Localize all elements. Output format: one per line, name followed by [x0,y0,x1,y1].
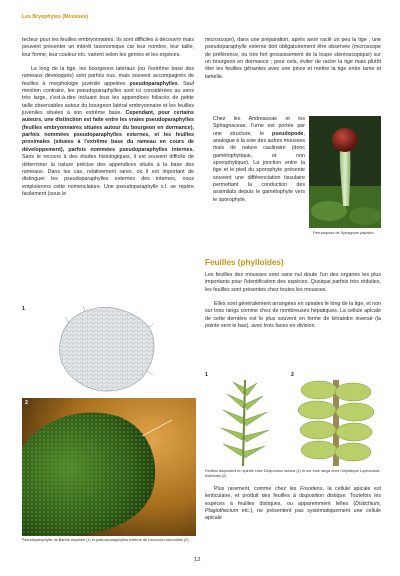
didymodon-photo [205,380,289,466]
leucodon-photo [22,398,196,536]
right-paragraph-4: Elles sont généralement arrangées en spirales le long de la tige, et non sur trois rangs comme chez de nombreuses hépatiques. La cellule apicale de cette dernière est le plus souvent en forme de tétraèdre inversé (la pointe vers le bas), avec trois faces en division. [205,301,381,330]
right-paragraph-2: Chez les Andreaceae et les Sphagnaceae, l'urne est portée par une structure, le pseudopode, analogue à la soie des autres mousses mais de nature caulinaire (donc gamétophytique, et non sporophytique). La jonction entre la tige et le pied du sporophyte présente souvent une différenciation tissulaire permettant la conduction des assimilats depuis le gamétophyte vers le sporophyte. [213,116,305,203]
figure-caption: Pseudoparaphylle de Barbie vaucheri (1) et pseudoparaphylles externe de Leucodon sciuroides (2). [22,538,190,542]
right-column-end [205,486,381,530]
figure-caption: Feuilles disposées en spirale chez Didymodon luridus (1) et sur trois rangs chez l'hépatique Lophocolea bidentata (2). [205,469,380,478]
figure-number: 2 [291,372,294,378]
pseudoparaphylle-illustration [55,305,159,393]
figure-number: 2 [25,400,28,406]
figure-caption: Pseudopode de Sphagnum palustre. [313,231,375,235]
sphagnum-pseudopode-photo [309,116,381,228]
right-paragraph-3: Les feuilles des mousses sont sans nul doute l'un des organes les plus importants pour l'identification des espèces. Quoique parfois très réduites, les feuilles sont présentes chez toutes les mousses. [205,272,381,293]
right-column-pseudopode [213,116,305,211]
figure-number: 1 [205,372,208,378]
figure-number: 1 [22,306,25,312]
section-heading: Feuilles (phylloïdes) [205,258,284,267]
running-header: Les Bryophytes (Mousses) [22,14,89,20]
page-number: 12 [194,557,201,563]
right-paragraph-1: microscope), dans une préparation, après avoir raclé un peu la tige ; une pseudoparaphylle externe doit obligatoirement être observée (microscope de préférence, ou très fort grossissement de la loupe stéréoscopique) sur un bourgeon en dormance ; pour cela, éviter de racler la tige mais plutôt ôter les feuilles gênantes avec une pince et mettre la tige entre lame et lamelle. [205,37,381,80]
left-column [22,37,194,205]
left-paragraph-2: Le long de la tige, les bourgeons latéraux (ou l'extrême base des rameaux développés) sont parfois nus, mais souvent accompagnés de feuilles à morphologie juvénile appelées pseudoparaphylles. Sauf mention contraire, les pseudoparaphylles sont ici considérées au sens très large, c'est-à-dire incluant tous les appendices foliacés de petite taille observables autour du bourgeon latéral embryonnaire et les feuilles juvéniles situées à son extrême base. Cependant, pour certains auteurs, une distinction est faite entre les vraies pseudoparaphylles (feuilles embryonnaires situées autour du bourgeon en dormance), parfois nommées pseudoparaphylles externes, et les feuilles proximales (situées à l'extrême base du rameau en cours de développement), parfois nommées pseudoparaphylles internes. Sans le recours à des études histologiques, il est souvent difficile de déterminer la nature précise des appendices situés à la base des rameaux. Dans les cas, relativement rares, où il est important de distinguer les pseudoparaphylles externes des internes, nous emploierons cette nomenclature. Une pseudoparaphylle s.l. se repère facilement (sous le [22,66,195,197]
lophocolea-photo [291,380,381,466]
right-column-top [205,37,381,88]
left-paragraph-1: tecteur pour les feuilles embryonnaires. Ils sont difficiles à découvrir mais peuvent présenter un intérêt taxonomique car leur nombre, leur taille, leur forme, leur couleur etc. varient selon les genres et les espèces. [22,37,194,58]
right-column-bottom [205,272,381,337]
right-paragraph-5: Plus rarement, comme chez les Fissidens, la cellule apicale est lenticulaire, et produit des feuilles à disposition distique. Toutefois les espèces à feuilles distiques, ou apparemment telles (Distichium, Plagiothecium etc.), ne présentent pas systématiquement une cellule apicale [205,486,381,522]
